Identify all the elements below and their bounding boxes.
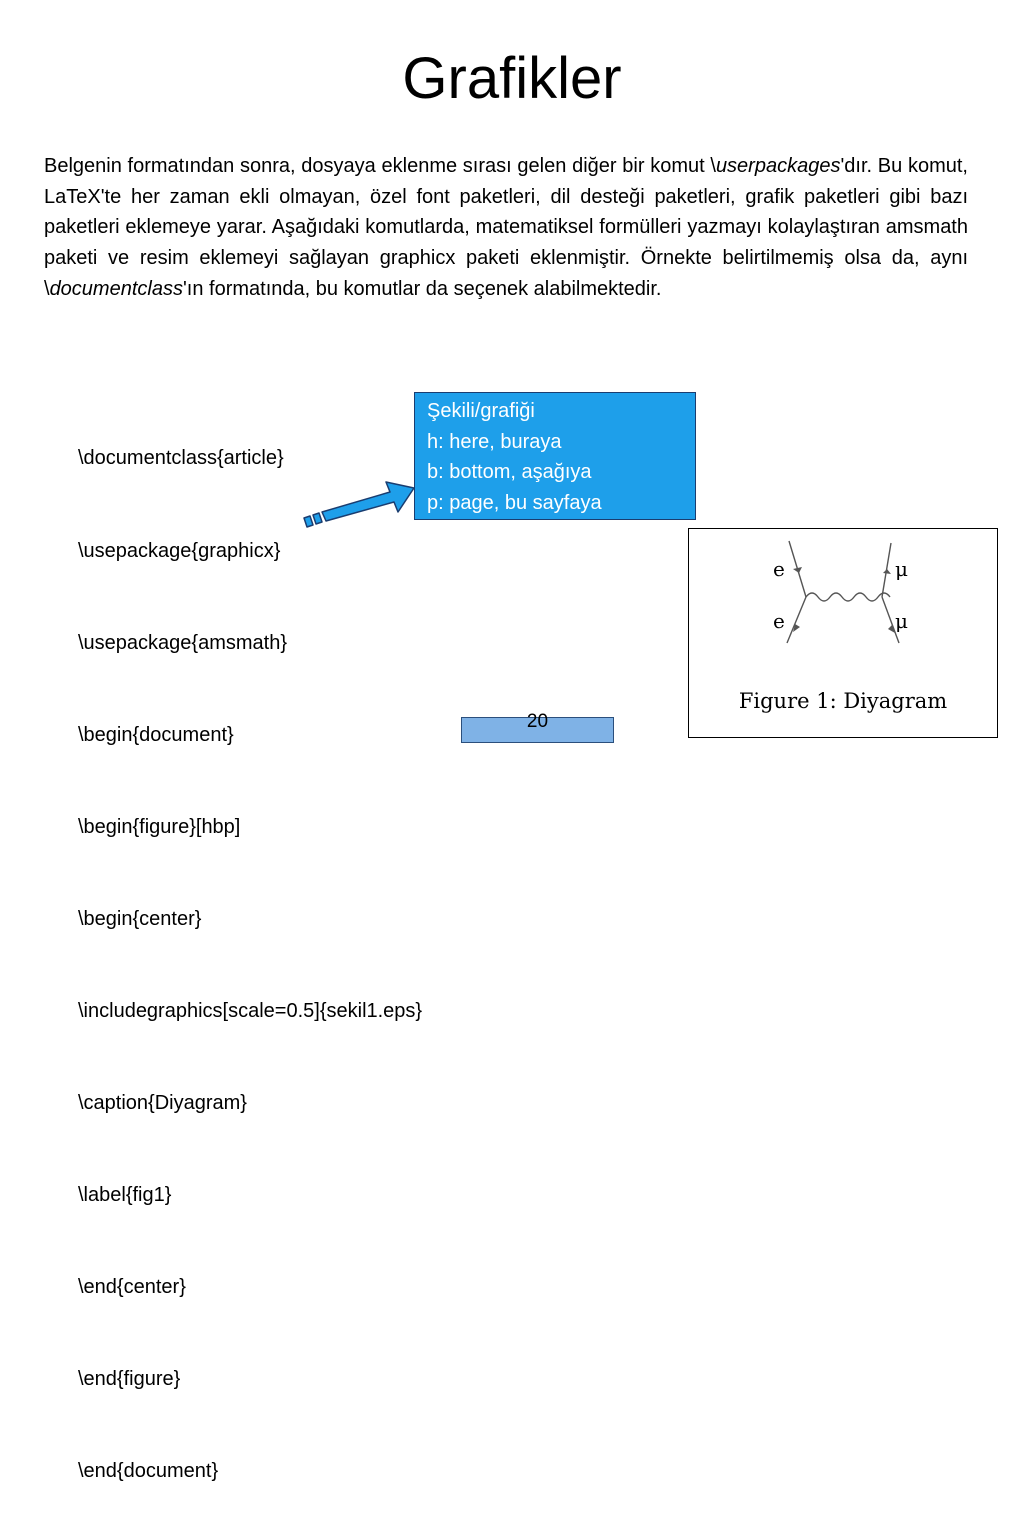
particle-label: e	[773, 557, 785, 581]
placement-options-box	[414, 392, 696, 520]
feynman-diagram-figure	[688, 528, 998, 738]
slide-title: Grafikler	[402, 46, 622, 111]
info-line: b: bottom, aşağıya	[427, 461, 592, 483]
code-line: \begin{figure}[hbp]	[78, 815, 241, 838]
figure-caption: Figure 1: Diyagram	[738, 689, 948, 713]
particle-label: e	[773, 609, 785, 633]
info-line: p: page, bu sayfaya	[427, 491, 602, 514]
page-number: 20	[461, 717, 614, 743]
info-line: Şekili/grafiği	[427, 400, 535, 422]
paragraph-text-2: 'dır. Bu komut, LaTeX'te her zaman ekli olmayan, özel font paketleri, dil desteği paketleri, grafik paketleri gibi bazı paketleri eklemeye yarar. Aşağıdaki komutlarda, matematiksel formülleri yazmayı kolaylaştıran amsmath paketi ve resim eklemeyi sağlayan graphicx paketi eklenmiştir. Örnekte belirtilmemiş olsa da, aynı \	[44, 155, 968, 300]
code-line: \begin{document}	[78, 723, 234, 746]
code-line: \end{figure}	[78, 1368, 181, 1391]
electron-line-bottom	[787, 597, 806, 643]
info-line: h: here, buraya	[427, 430, 562, 453]
paragraph-command-documentclass: documentclass	[49, 277, 183, 300]
paragraph-text-1: Belgenin formatından sonra, dosyaya eklenme sırası gelen diğer bir komut \	[44, 155, 716, 177]
code-line: \usepackage{graphicx}	[78, 539, 281, 562]
code-line: \end{document}	[78, 1460, 219, 1483]
paragraph-command-userpackages: userpackages	[715, 155, 841, 177]
body-paragraph	[44, 151, 968, 305]
code-line: \usepackage{amsmath}	[78, 631, 288, 654]
photon-wavy-line	[806, 593, 890, 601]
pointer-arrow-icon	[300, 478, 418, 534]
code-line: \caption{Diyagram}	[78, 1092, 247, 1115]
code-line: \documentclass{article}	[78, 447, 284, 470]
code-line: \includegraphics[scale=0.5]{sekil1.eps}	[78, 999, 423, 1022]
particle-label: μ	[895, 557, 908, 581]
paragraph-text-3: 'ın formatında, bu komutlar da seçenek alabilmektedir.	[182, 277, 662, 300]
arrowhead	[883, 569, 891, 574]
code-line: \label{fig1}	[78, 1184, 172, 1207]
code-line: \end{center}	[78, 1276, 186, 1299]
latex-code-listing	[78, 382, 422, 1518]
code-line: \begin{center}	[78, 907, 202, 930]
particle-label: μ	[895, 609, 908, 633]
